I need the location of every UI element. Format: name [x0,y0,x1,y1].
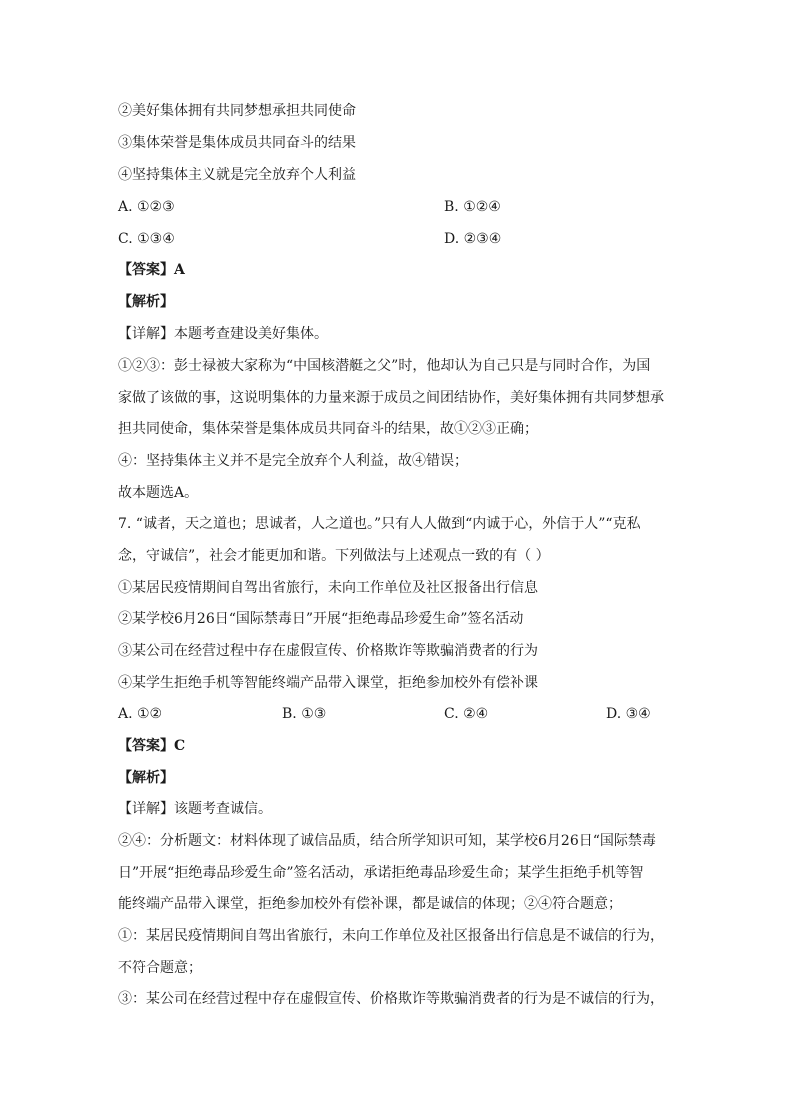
q6-item-4: ④坚持集体主义就是完全放弃个人利益 [118,167,356,183]
q7-explain-line: 能终端产品带入课堂，拒绝参加校外有偿补课，都是诚信的体现；②④符合题意； [118,896,622,912]
q7-item-4: ④某学生拒绝手机等智能终端产品带入课堂，拒绝参加校外有偿补课 [118,675,538,691]
q6-option-d: D. ②③④ [444,231,502,247]
q7-explain-line: ②④：分析题文：材料体现了诚信品质，结合所学知识可知，某学校6月26日“国际禁毒 [118,833,656,849]
q7-answer: 【答案】C [118,738,186,754]
q7-option-b: B. ①③ [282,706,327,722]
q6-explain-line: 担共同使命，集体荣誉是集体成员共同奋斗的结果，故①②③正确； [118,421,538,437]
q6-detail: 【详解】本题考查建设美好集体。 [118,326,328,342]
q6-answer: 【答案】A [118,262,185,278]
q7-option-d: D. ③④ [606,706,651,722]
q7-item-2: ②某学校6月26日“国际禁毒日”开展“拒绝毒品珍爱生命”签名活动 [118,611,524,627]
q7-detail: 【详解】该题考查诚信。 [118,801,272,817]
q7-stem-line: 念，守诚信”，社会才能更加和谐。下列做法与上述观点一致的有（ ） [118,548,550,564]
q7-explain-line: 不符合题意； [118,960,202,976]
q6-explain-line: ④：坚持集体主义并不是完全放弃个人利益，故④错误； [118,453,468,469]
q6-explain-line: 故本题选A。 [118,485,199,501]
q7-explain-line: ③：某公司在经营过程中存在虚假宣传、价格欺诈等欺骗消费者的行为是不诚信的行为， [118,991,664,1007]
q6-item-3: ③集体荣誉是集体成员共同奋斗的结果 [118,135,356,151]
q6-explain-line: 家做了该做的事，这说明集体的力量来源于成员之间团结协作，美好集体拥有共同梦想承 [118,390,664,406]
q7-option-a: A. ①② [118,706,163,722]
q7-item-1: ①某居民疫情期间自驾出省旅行，未向工作单位及社区报备出行信息 [118,580,538,596]
q6-option-c: C. ①③④ [118,231,175,247]
q7-analysis-heading: 【解析】 [118,770,174,786]
q7-item-3: ③某公司在经营过程中存在虚假宣传、价格欺诈等欺骗消费者的行为 [118,643,538,659]
q6-explain-line: ①②③：彭士禄被大家称为“中国核潜艇之父”时，他却认为自己只是与同时合作，为国 [118,358,651,374]
q7-explain-line: 日”开展“拒绝毒品珍爱生命”签名活动，承诺拒绝毒品珍爱生命；某学生拒绝手机等智 [118,865,644,881]
q6-item-2: ②美好集体拥有共同梦想承担共同使命 [118,103,356,119]
q7-explain-line: ①：某居民疫情期间自驾出省旅行，未向工作单位及社区报备出行信息是不诚信的行为， [118,928,664,944]
q6-option-b: B. ①②④ [444,199,501,215]
q6-analysis-heading: 【解析】 [118,294,174,310]
q7-option-c: C. ②④ [444,706,489,722]
q7-stem-line: 7. “诚者，天之道也；思诚者，人之道也。”只有人人做到“内诚于心，外信于人”“克私 [118,516,641,532]
q6-option-a: A. ①②③ [118,199,175,215]
